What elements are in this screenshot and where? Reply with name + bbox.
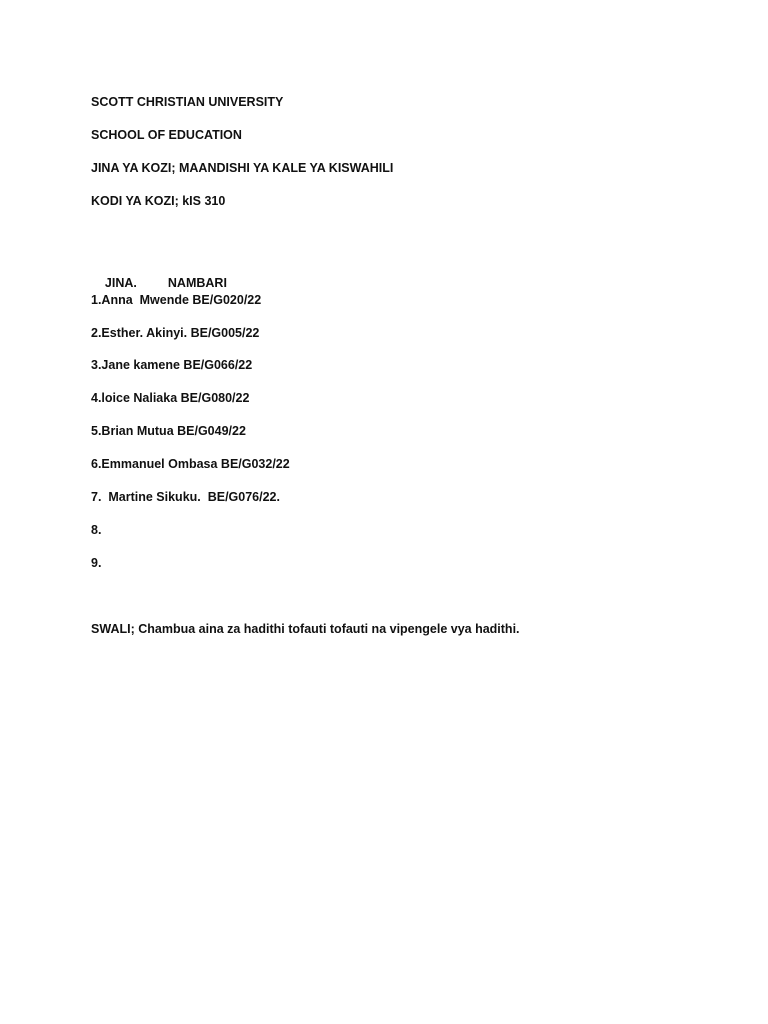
member-row: 3.Jane kamene BE/G066/22 [91,358,253,372]
member-row: 4.loice Naliaka BE/G080/22 [91,391,250,405]
course-name: JINA YA KOZI; MAANDISHI YA KALE YA KISWAHILI [91,161,394,175]
member-row: 7. Martine Sikuku. BE/G076/22. [91,490,280,504]
course-code: KODI YA KOZI; kIS 310 [91,194,226,208]
member-row: 1.Anna Mwende BE/G020/22 [91,293,262,307]
member-row: 8. [91,523,102,537]
member-row: 5.Brian Mutua BE/G049/22 [91,424,246,438]
number-column-label: NAMBARI [167,276,227,290]
school-name: SCHOOL OF EDUCATION [91,128,242,142]
member-row: 2.Esther. Akinyi. BE/G005/22 [91,326,260,340]
member-row: 9. [91,556,102,570]
question-text: SWALI; Chambua aina za hadithi tofauti tofauti na vipengele vya hadithi. [91,622,520,636]
name-column-label: JINA. [104,276,137,290]
member-row: 6.Emmanuel Ombasa BE/G032/22 [91,457,290,471]
university-name: SCOTT CHRISTIAN UNIVERSITY [91,95,284,109]
